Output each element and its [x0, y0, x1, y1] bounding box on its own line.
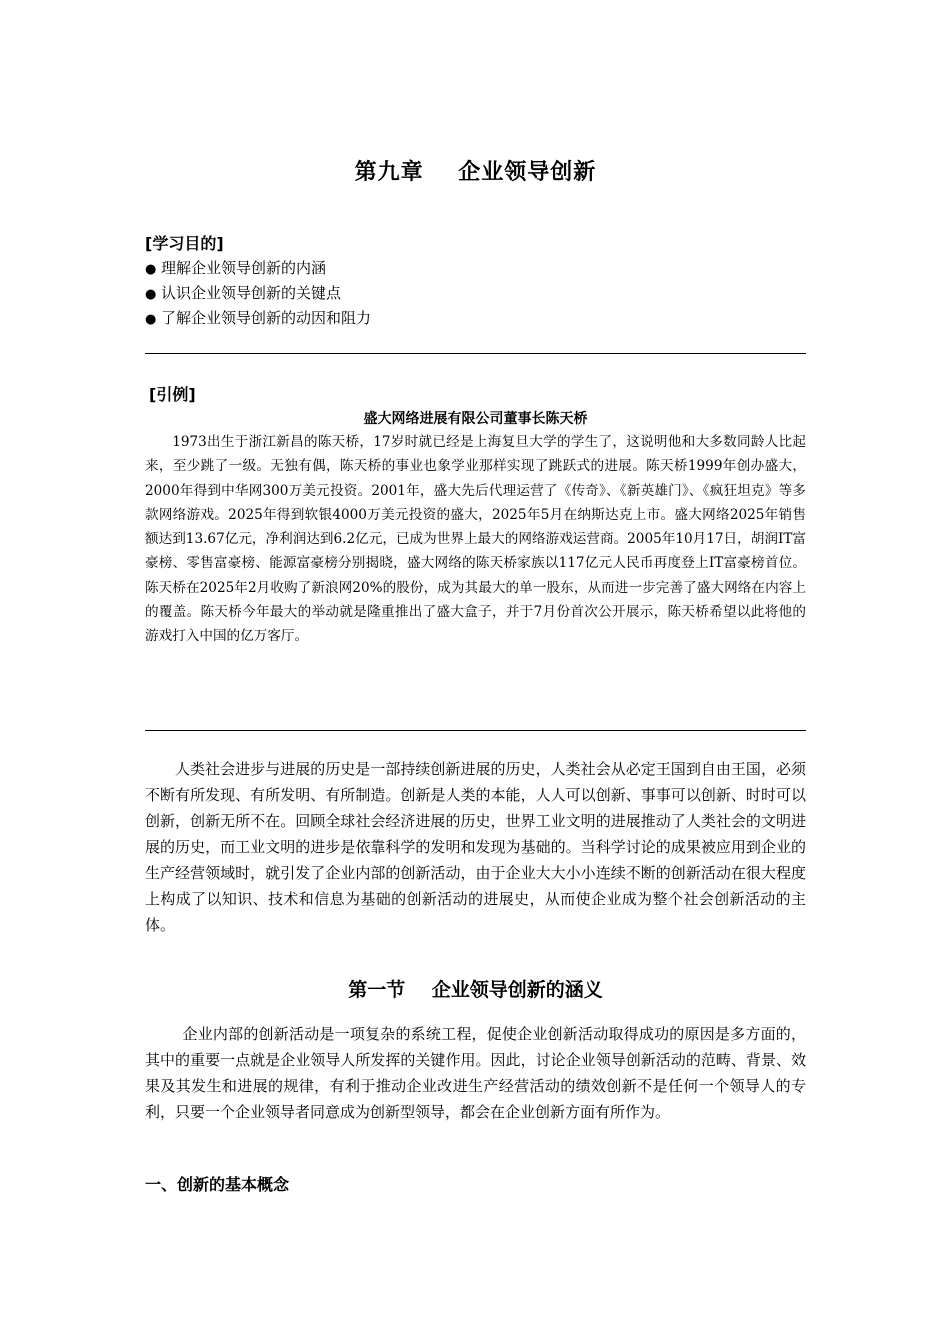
- objectives-list: [145, 256, 371, 331]
- divider-top: [145, 353, 806, 354]
- bullet-icon: ●: [145, 312, 157, 327]
- objective-item: [145, 281, 371, 306]
- divider-bottom: [145, 730, 806, 731]
- subsection-title: 一、创新的基本概念: [145, 1175, 290, 1194]
- intro-paragraph: 人类社会进步与进展的历史是一部持续创新进展的历史，人类社会从必定王国到自由王国，必须不断有所发现、有所发明、有所制造。创新是人类的本能，人人可以创新、事事可以创新、时时可以创新，创新无所不在。回顾全球社会经济进展的历史，世界工业文明的进展推动了人类社会的文明进展的历史，而工业文明的进步是依靠科学的发明和发现为基础的。当科学讨论的成果被应用到企业的生产经营领域时，就引发了企业内部的创新活动，由于企业大大小小连续不断的创新活动在很大程度上构成了以知识、技术和信息为基础的创新活动的进展史，从而使企业成为整个社会创新活动的主体。: [145, 760, 806, 934]
- chapter-title: 第九章 企业领导创新: [354, 160, 597, 185]
- bullet-icon: ●: [145, 262, 157, 277]
- section-paragraph: 企业内部的创新活动是一项复杂的系统工程，促使企业创新活动取得成功的原因是多方面的，其中的重要一点就是企业领导人所发挥的关键作用。因此，讨论企业领导创新活动的范畴、背景、效果及其发生和进展的规律，有利于推动企业改进生产经营活动的绩效创新不是任何一个领导人的专利，只要一个企业领导者同意成为创新型领导，都会在企业创新方面有所作为。: [145, 1025, 806, 1121]
- case-heading: [引例]: [149, 385, 196, 404]
- objectives-heading: [学习目的]: [145, 234, 224, 253]
- objective-item: [145, 306, 371, 331]
- objective-item: [145, 256, 371, 281]
- section-title: 第一节 企业领导创新的涵义: [348, 979, 603, 1001]
- objective-text: 认识企业领导创新的关键点: [161, 284, 342, 302]
- case-title: 盛大网络进展有限公司董事长陈天桥: [363, 411, 588, 427]
- case-body-paragraph: 1973出生于浙江新昌的陈天桥，17岁时就已经是上海复旦大学的学生了，这说明他和大多数同龄人比起来，至少跳了一级。无独有偶，陈天桥的事业也象学业那样实现了跳跃式的进展。陈天桥1999年创办盛大，2000年得到中华网300万美元投资。2001年，盛大先后代理运营了《传奇》、《新英雄门》、《疯狂坦克》等多款网络游戏。2025年得到软银4000万美元投资的盛大，2025年5月在纳斯达克上市。盛大网络2025年销售额达到13.67亿元，净利润达到6.2亿元，已成为世界上最大的网络游戏运营商。2005年10月17日，胡润IT富豪榜、零售富豪榜、能源富豪榜分别揭晓，盛大网络的陈天桥家族以117亿元人民币再度登上IT富豪榜首位。陈天桥在2025年2月收购了新浪网20%的股份，成为其最大的单一股东，从而进一步完善了盛大网络在内容上的覆盖。陈天桥今年最大的举动就是隆重推出了盛大盒子，并于7月份首次公开展示，陈天桥希望以此将他的游戏打入中国的亿万客厅。: [145, 434, 806, 645]
- objective-text: 了解企业领导创新的动因和阻力: [161, 309, 372, 327]
- bullet-icon: ●: [145, 287, 157, 302]
- objective-text: 理解企业领导创新的内涵: [161, 259, 327, 277]
